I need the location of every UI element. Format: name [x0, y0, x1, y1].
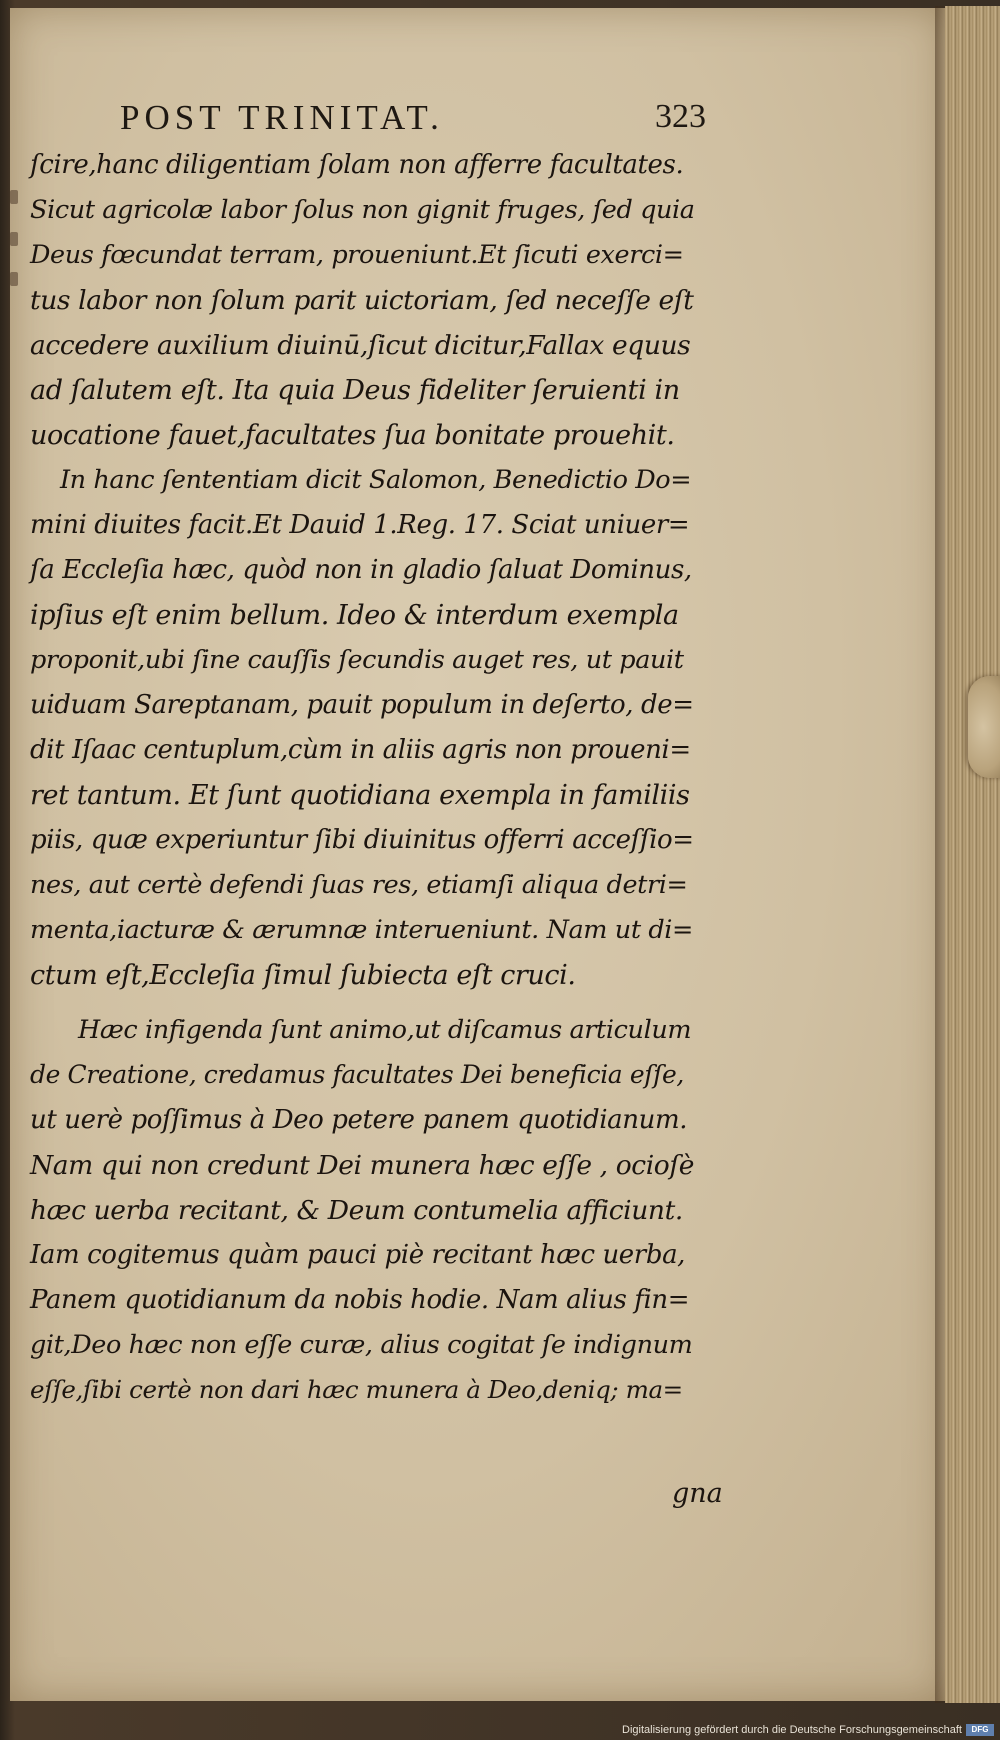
text-line: Panem quotidianum da nobis hodie. Nam alius fin= [30, 1285, 690, 1315]
margin-mark [10, 272, 18, 286]
text-line: piis, quæ experiuntur ſibi diuinitus offerri acceſſio= [30, 825, 694, 855]
text-line: eſſe,ſibi certè non dari hæc munera à Deo,deniq; ma= [30, 1375, 683, 1404]
text-line: ut uerè poſſimus à Deo petere panem quotidianum. [30, 1105, 688, 1135]
running-title: POST TRINITAT. [120, 98, 444, 137]
text-line: ctum eſt,Eccleſia ſimul ſubiecta eſt cruci. [30, 960, 576, 991]
text-line: dit Iſaac centuplum,cùm in aliis agris non proueni= [30, 735, 691, 765]
text-line: ipſius eſt enim bellum. Ideo & interdum exempla [30, 600, 679, 631]
text-line: Deus fœcundat terram, proueniunt.Et ſicuti exerci= [30, 240, 684, 270]
digitization-note: Digitalisierung gefördert durch die Deutsche Forschungsgemeinschaft [622, 1724, 962, 1736]
dfg-logo: DFG [966, 1724, 994, 1736]
text-line: git,Deo hæc non eſſe curæ, alius cogitat ſe indignum [30, 1330, 693, 1360]
running-head [120, 98, 720, 148]
margin-mark [10, 190, 18, 204]
text-line: ſcire,hanc diligentiam ſolam non afferre facultates. [30, 150, 684, 180]
text-line: ſa Eccleſia hæc, quòd non in gladio ſaluat Dominus, [30, 555, 692, 585]
text-line: accedere auxilium diuinū,ſicut dicitur,Fallax equus [30, 330, 691, 361]
text-line: hæc uerba recitant, & Deum contumelia afficiunt. [30, 1195, 683, 1226]
text-line: tus labor non ſolum parit uictoriam, ſed neceſſe eſt [30, 285, 694, 316]
text-line: Iam cogitemus quàm pauci piè recitant hæc uerba, [30, 1240, 686, 1270]
text-line: uocatione fauet,facultates ſua bonitate prouehit. [30, 420, 675, 451]
text-line: Nam qui non credunt Dei munera hæc eſſe , ocioſè [30, 1150, 695, 1181]
text-line: uiduam Sareptanam, pauit populum in deſerto, de= [30, 690, 694, 720]
text-line: proponit,ubi ſine cauſſis ſecundis auget res, ut pauit [30, 645, 684, 675]
text-line: Sicut agricolæ labor ſolus non gignit fruges, ſed quia [30, 195, 695, 225]
text-line: ret tantum. Et ſunt quotidiana exempla in familiis [30, 780, 690, 811]
text-line: nes, aut certè defendi ſuas res, etiamſi aliqua detri= [30, 870, 688, 900]
page-number: 323 [655, 98, 706, 135]
text-line: menta,iacturæ & ærumnæ interueniunt. Nam ut di= [30, 915, 694, 945]
paragraph-first-line: In hanc ſententiam dicit Salomon, Benedictio Do= [60, 465, 692, 495]
text-line: mini diuites facit.Et Dauid 1.Reg. 17. Sciat uniuer= [30, 510, 690, 540]
text-line: de Creatione, credamus facultates Dei beneficia eſſe, [30, 1060, 684, 1089]
catchword: gna [672, 1478, 723, 1509]
fore-edge [945, 6, 1000, 1703]
clasp-tab [968, 676, 1000, 778]
text-line: ad ſalutem eſt. Ita quia Deus fideliter ſeruienti in [30, 375, 680, 406]
paragraph-first-line: Hæc infigenda ſunt animo,ut diſcamus articulum [78, 1015, 692, 1045]
margin-mark [10, 232, 18, 246]
